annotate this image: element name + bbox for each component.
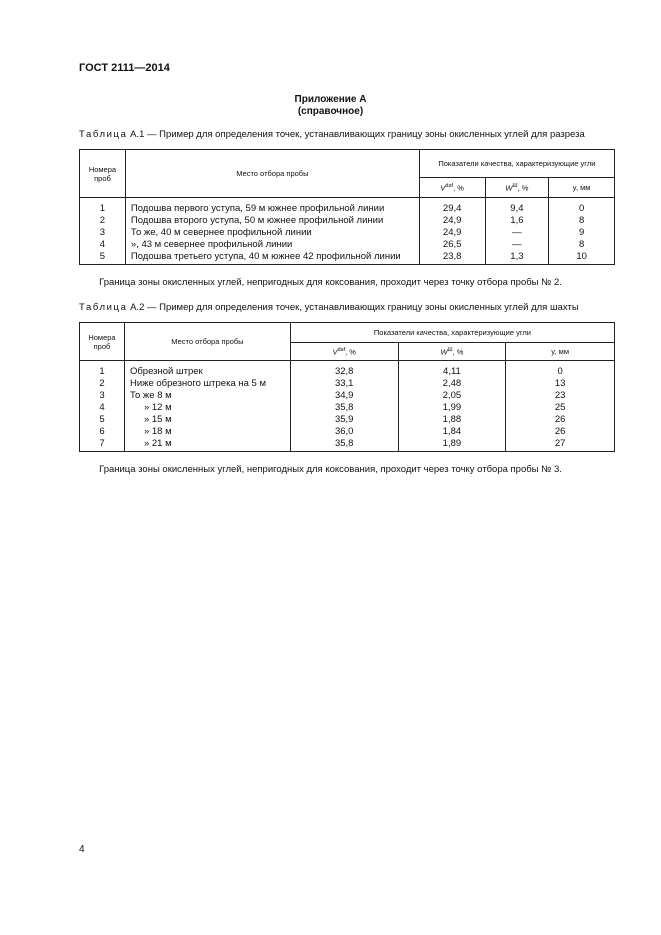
header-sample-place: Место отбора пробы: [125, 150, 419, 198]
table-row: 6 » 18 м 36,0 1,84 26: [80, 426, 615, 438]
table2-note: Граница зоны окисленных углей, непригодных для коксования, проходит через точку отбора пробы № 3.: [99, 464, 562, 475]
table-row: 5 » 15 м 35,9 1,88 26: [80, 414, 615, 426]
table-row: 2 Подошва второго уступа, 50 м южнее профильной линии 24,9 1,6 8: [80, 215, 615, 227]
header-sample-number: Номера проб: [80, 150, 126, 198]
table-row: 1 Подошва первого уступа, 59 м южнее профильной линии 29,4 9,4 0: [80, 198, 615, 216]
table-row: 4 », 43 м севернее профильной линии 26,5 — 8: [80, 239, 615, 251]
header-wsh: $W^Ш$, %: [485, 178, 549, 198]
table-row: 3 То же, 40 м севернее профильной линии 24,9 — 9: [80, 227, 615, 239]
table1-caption-label: Таблица: [79, 129, 128, 140]
table-row: 3 То же 8 м 34,9 2,05 23: [80, 390, 615, 402]
header-vdaf: $V^{daf}$, %: [290, 343, 398, 361]
table-row: 1 Обрезной штрек 32,8 4,11 0: [80, 361, 615, 379]
table-2: [79, 322, 615, 452]
table1-caption-text: А.1 — Пример для определения точек, устанавливающих границу зоны окисленных углей для разреза: [130, 129, 585, 140]
table-row: 5 Подошва третьего уступа, 40 м южнее 42 профильной линии 23,8 1,3 10: [80, 251, 615, 265]
table2-caption-label: Таблица: [79, 302, 128, 313]
header-y: y, мм: [549, 178, 615, 198]
document-header: ГОСТ 2111—2014: [79, 62, 170, 74]
header-y: y, мм: [506, 343, 615, 361]
table-row: 2 Ниже обрезного штрека на 5 м 33,1 2,48 13: [80, 378, 615, 390]
table1-note: Граница зоны окисленных углей, непригодных для коксования, проходит через точку отбора пробы № 2.: [99, 277, 562, 288]
header-vdaf: $V^{daf}$, %: [419, 178, 485, 198]
header-quality: Показатели качества, характеризующие угли: [419, 150, 614, 178]
header-wsh: $W^Ш$, %: [398, 343, 506, 361]
page-number: 4: [79, 844, 85, 855]
appendix-title: Приложение А: [294, 94, 367, 105]
table2-caption: [79, 302, 579, 313]
table1-caption: [79, 129, 585, 140]
header-sample-place: Место отбора пробы: [124, 323, 290, 361]
header-sample-number: Номера проб: [80, 323, 125, 361]
table-1: [79, 149, 615, 265]
table2-caption-text: А.2 — Пример для определения точек, устанавливающих границу зоны окисленных углей для шахты: [130, 302, 579, 313]
header-quality: Показатели качества, характеризующие угли: [290, 323, 614, 343]
table-row: 4 » 12 м 35,8 1,99 25: [80, 402, 615, 414]
table-row: 7 » 21 м 35,8 1,89 27: [80, 438, 615, 452]
appendix-subtitle: (справочное): [297, 106, 364, 117]
